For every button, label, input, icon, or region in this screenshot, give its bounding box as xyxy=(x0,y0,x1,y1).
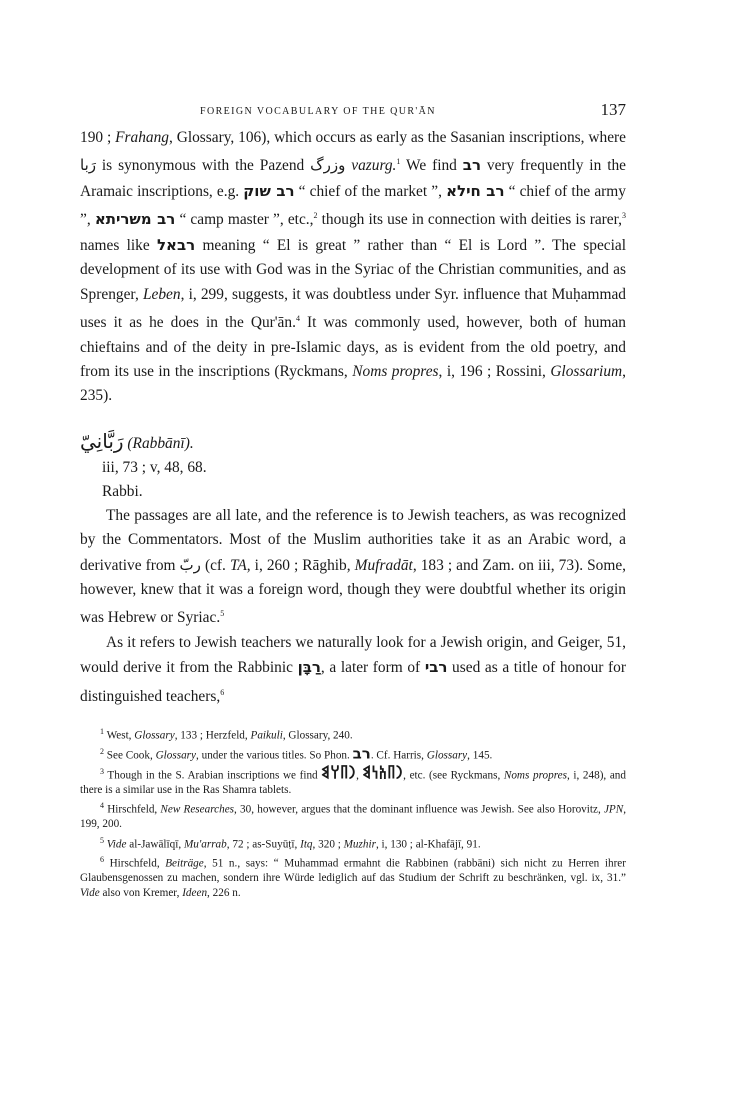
footnote-3: $^3$ Though in the S. Arabian inscriptions we find 𐩧𐩨𐩠𐩣, 𐩧𐩨𐩱𐩬𐩣, etc. (see Ryckmans, Noms propres, i, 248), and there is a similar use in the Ras Shamra tablets. xyxy=(80,764,626,797)
paragraph-commentators: The passages are all late, and the reference is to Jewish teachers, as was recognized by the Commentators. Most of the Muslim authorities take it as an Arabic word, a derivative from ربّ (cf. TA, i, 260 ; Rāghib, Mufradāt, 183 ; and Zam. on iii, 73). Some, however, knew that it was a foreign word, though they were doubtful whether its origin was Hebrew or Syriac.$^5$ xyxy=(80,506,626,627)
footnote-1: $^1$ West, Glossary, 133 ; Herzfeld, Paikuli, Glossary, 240. xyxy=(100,727,353,743)
entry-meaning: Rabbi. xyxy=(102,482,143,500)
book-page xyxy=(80,100,626,902)
footnote-6: $^6$ Hirschfeld, Beiträge, 51 n., says: “ Muhammad ermahnt die Rabbinen (rabbāni) sich nicht zu Herren ihrer Glaubensgenossen zu machen, sondern ihre Würde lediglich auf das Studium der Schrift zu beschränken, vgl. ix, 31.” Vide also von Kremer, Ideen, 226 n. xyxy=(80,855,626,899)
hebrew-phrase: רב חילא xyxy=(446,181,505,200)
footnote-ref-6[interactable]: 6 xyxy=(220,687,225,697)
page-number: 137 xyxy=(600,100,626,119)
footnote-5: $^5$ Vide al-Jawālīqī, Mu'arrab, 72 ; as-Suyūṭī, Itq, 320 ; Muzhir, i, 130 ; al-Khafājī, 91. xyxy=(100,835,481,851)
footnote-4: $^4$ Hirschfeld, New Researches, 30, however, argues that the dominant influence was Jewish. See also Horovitz, JPN, 199, 200. xyxy=(80,801,627,831)
entry-headword xyxy=(80,429,626,456)
hebrew-word: רב xyxy=(352,745,371,764)
hebrew-word: רבי xyxy=(424,658,448,677)
hebrew-phrase: רב משריתא xyxy=(94,210,176,229)
footnote-ref-5[interactable]: 5 xyxy=(220,609,225,619)
footnote-ref-3[interactable]: 3 xyxy=(622,211,626,221)
pazend-word: وزرگ xyxy=(310,156,346,175)
footnote-ref-1[interactable]: 1 xyxy=(396,157,401,167)
hebrew-phrase: רב שוק xyxy=(243,181,295,200)
paragraph-jewish-origin: As it refers to Jewish teachers we naturally look for a Jewish origin, and Geiger, 51, would derive it from the Rabbinic רַבָּן, a later form of רבי used as a title of honour for distinguished teachers,$^6$ xyxy=(80,634,627,705)
arabic-headword: رَبَّانِيّ xyxy=(80,428,124,453)
south-arabian-word: 𐩧𐩨𐩱𐩬𐩣 xyxy=(362,764,404,783)
footnote-2: $^2$ See Cook, Glossary, under the various titles. So Phon. רב. Cf. Harris, Glossary, 145. xyxy=(100,745,493,764)
running-title: FOREIGN VOCABULARY OF THE QUR'ĀN xyxy=(200,106,436,117)
headword-transliteration: (Rabbānī). xyxy=(127,434,194,452)
hebrew-word: רַבָּן xyxy=(297,658,321,677)
footnotes xyxy=(80,725,626,899)
page-header xyxy=(80,100,626,126)
pahlavi-word: رَبا xyxy=(80,156,96,175)
hebrew-word: רבאל xyxy=(156,235,196,254)
south-arabian-word: 𐩧𐩨𐩠𐩣 xyxy=(321,764,357,783)
footnote-ref-2[interactable]: 2 xyxy=(313,211,318,221)
arabic-root: ربّ xyxy=(179,555,201,574)
paragraph-rabb-continuation: 190 ; Frahang, Glossary, 106), which occurs as early as the Sasanian inscriptions, where رَبا is synonymous with the Pazend وزرگ vazurg.$^1$ We find רב very frequently in the Aramaic inscriptions, e.g. רב שוק “ chief of the market ”, רב חילא “ chief of the army ”, רב משריתא “ camp master ”, etc.,$^2$ though its use in connection with deities is rarer,$^3$ names like רבאל meaning “ El is great ” rather than “ El is Lord ”. The special development of its use with God was in the Syriac of the Christian communities, and as Sprenger, Leben, i, 299, suggests, it was doubtless under Syr. influence that Muḥammad uses it as he does in the Qur'ān.$^4$ It was commonly used, however, both of human chieftains and of the deity in pre-Islamic days, as is evident from the old poetry, and from its use in the inscriptions (Ryckmans, Noms propres, i, 196 ; Rossini, Glossarium, 235). xyxy=(80,129,627,405)
entry-references: iii, 73 ; v, 48, 68. xyxy=(102,458,207,476)
footnote-ref-4[interactable]: 4 xyxy=(295,314,300,324)
hebrew-word: רב xyxy=(462,156,481,175)
